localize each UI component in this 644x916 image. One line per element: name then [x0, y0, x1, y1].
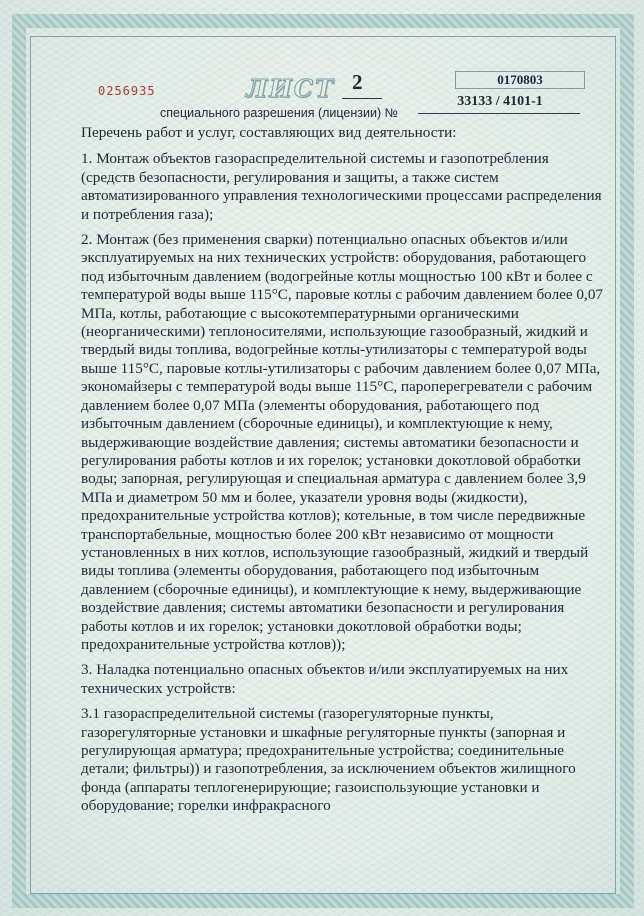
work-item-1: 1. Монтаж объектов газораспределительной системы и газопотребления (средств безопасности, регулирования и защиты, а также систем автоматизированного управления технологическими процессами распределения и потребления газа);: [81, 150, 602, 223]
license-number: 33133 / 4101-1: [457, 94, 543, 109]
form-number-box: 0170803: [455, 71, 585, 89]
license-number-underline: [418, 113, 580, 114]
license-caption: специального разрешения (лицензии) №: [160, 106, 398, 120]
work-item-3: 3. Наладка потенциально опасных объектов и/или эксплуатируемых на них технических устройств:: [81, 661, 569, 697]
works-intro: Перечень работ и услуг, составляющих вид деятельности:: [81, 124, 457, 141]
work-item-3-1: 3.1 газораспределительной системы (газорегуляторные пункты, газорегуляторные установки и шкафные регуляторные пункты (запорная и регулирующая арматура; предохранительные устройства; соединительные детали; фильтры)) и газопотребления, за исключением объектов жилищного фонда (аппараты теплогенерирующие; газоиспользующие установки и оборудование; горелки инфракрасного: [81, 705, 576, 815]
sheet-header: [0, 62, 644, 122]
sheet-number-underline: [342, 98, 382, 99]
sheet-title: ЛИСТ: [246, 74, 335, 103]
sheet-number: 2: [352, 70, 363, 94]
serial-number: 0256935: [98, 84, 156, 98]
work-item-2: 2. Монтаж (без применения сварки) потенциально опасных объектов и/или эксплуатируемых на них технических устройств: оборудования, работающего под избыточным давлением (водогрейные котлы мощностью 100 кВт и более с температурой воды выше 115°С, паровые котлы с рабочим давлением более 0,07 МПа, котлы, работающие с высокотемпературными органическими (неорганическими) теплоносителями, использующие газообразный, жидкий и твердый виды топлива, водогрейные котлы-утилизаторы с температурой воды выше 115°С, паровые котлы-утилизаторы с рабочим давлением более 0,07 МПа, экономайзеры с температурой воды выше 115°С, пароперегреватели с рабочим давлением более 0,07 МПа (элементы оборудования, работающего под избыточным давлением (сборочные единицы), и комплектующие к нему, выдерживающие воздействие давления; системы автоматики безопасности и регулирования работы котлов и их горелок; установки докотловой обработки воды; запорная, регулирующая и специальная арматура с давлением более 3,9 МПа и диаметром 50 мм и более, указатели уровня воды (жидкости), предохранительные устройства котлов); котельные, в том числе передвижные транспортабельные, мощностью более 200 кВт независимо от мощности установленных в них котлов, использующие газообразный, жидкий и твердый виды топлива (элементы оборудования, работающего под избыточным давлением (сборочные единицы), и комплектующие к нему, выдерживающие воздействие давления; системы автоматики безопасности и регулирования работы котлов и их горелок; установки докотловой обработки воды; предохранительные устройства котлов));: [81, 231, 604, 653]
works-list: [81, 124, 606, 823]
